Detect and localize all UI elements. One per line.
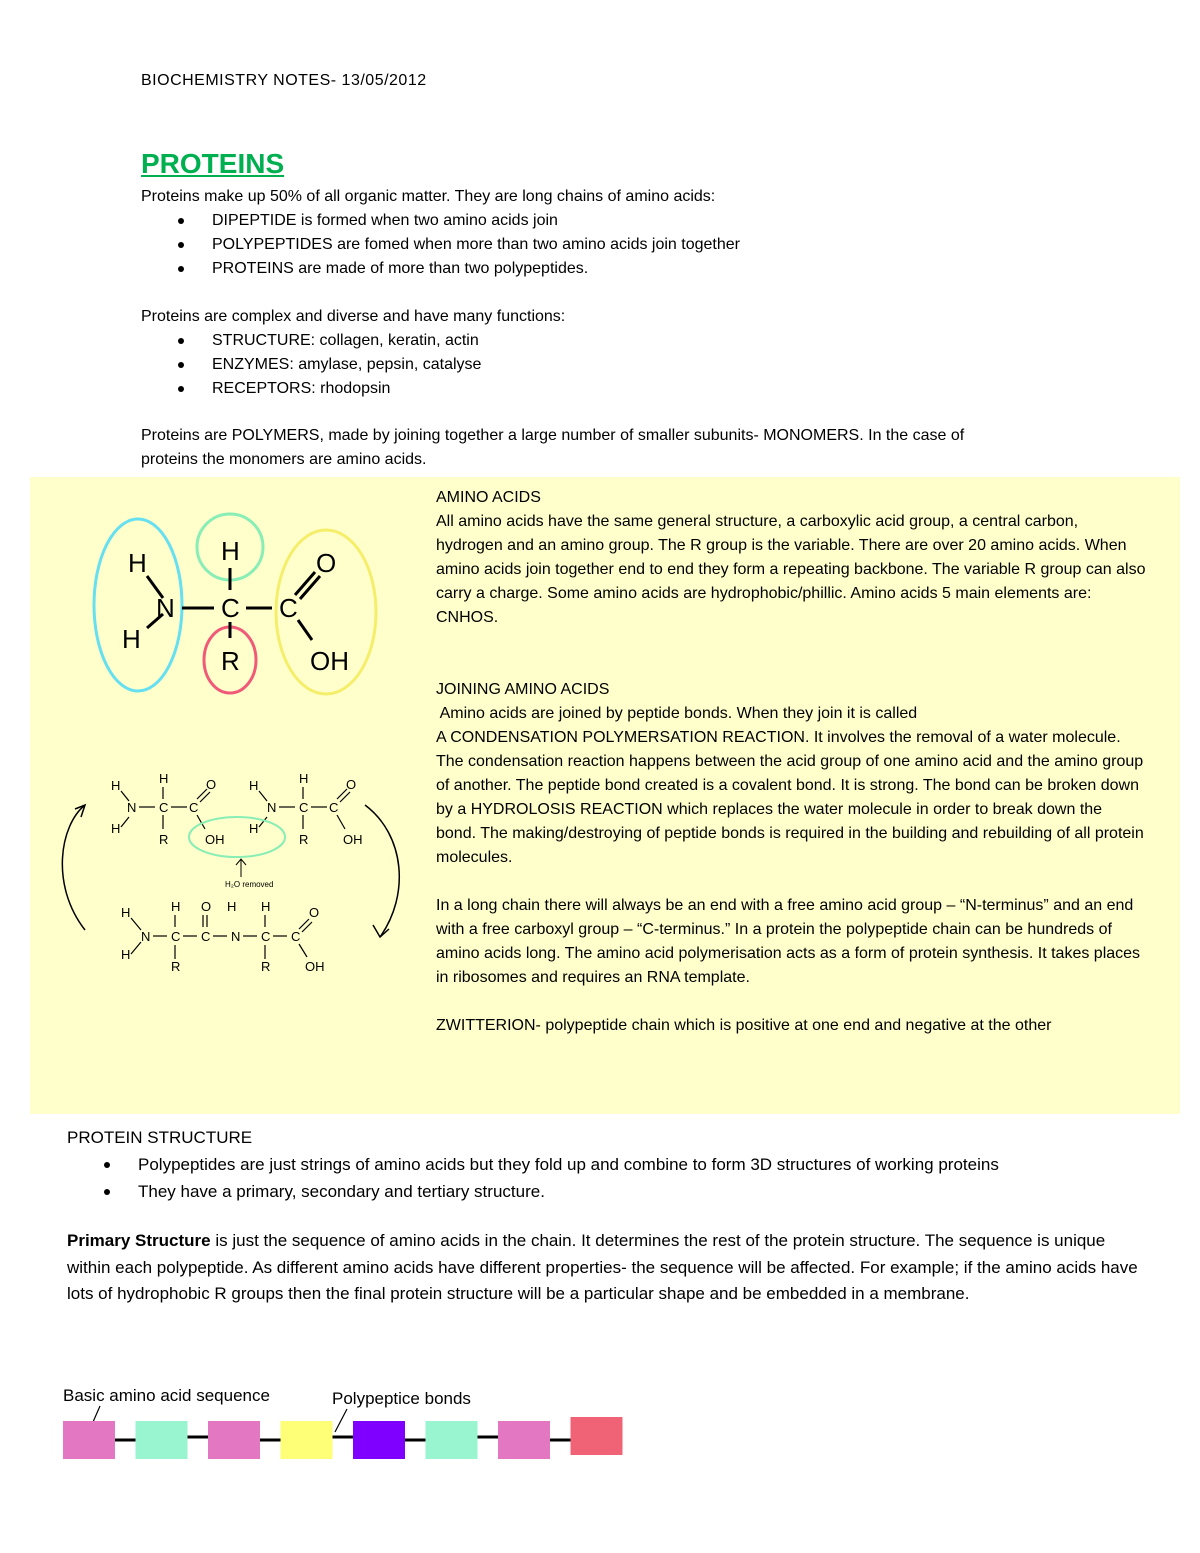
amino-acid-box xyxy=(281,1421,333,1459)
label-oh: OH xyxy=(305,959,325,974)
amino-acid-box xyxy=(353,1421,405,1459)
label-o: O xyxy=(316,548,337,578)
list-item: POLYPEPTIDES are fomed when more than two amino acids join together xyxy=(212,233,1101,257)
label-c: C xyxy=(279,593,298,623)
label-c: C xyxy=(201,929,211,944)
functions-section xyxy=(141,305,1101,401)
sequence-chain xyxy=(63,1417,623,1459)
label-oh: OH xyxy=(205,832,225,847)
label-h: H xyxy=(122,624,141,654)
primary-structure-label: Primary Structure xyxy=(67,1231,211,1250)
primary-structure-paragraph xyxy=(67,1228,1147,1308)
label-r: R xyxy=(221,646,240,676)
intro-list xyxy=(141,209,1101,281)
primary-structure-text: is just the sequence of amino acids in the chain. It determines the rest of the protein structure. The sequence is unique within each polypeptide. As different amino acids have different properties- the sequence will be affected. For example; if the amino acids have lots of hydrophobic R groups then the final protein structure will be a particular shape and be embedded in a membrane. xyxy=(67,1231,1138,1303)
list-item: DIPEPTIDE is formed when two amino acids join xyxy=(212,209,1101,233)
list-item: They have a primary, secondary and tertiary structure. xyxy=(138,1178,1177,1205)
condensation-reaction-diagram xyxy=(55,765,415,990)
label-h: H xyxy=(221,536,240,566)
label-h: H xyxy=(111,821,121,836)
label-r: R xyxy=(261,959,271,974)
amino-acid-box xyxy=(136,1421,188,1459)
amino-acid-box xyxy=(208,1421,260,1459)
label-n: N xyxy=(231,929,241,944)
water-removed-label: H₂O removed xyxy=(225,880,274,889)
label-c: C xyxy=(329,800,339,815)
label-h: H xyxy=(128,548,147,578)
label-r: R xyxy=(159,832,169,847)
list-item: Polypeptides are just strings of amino acids but they fold up and combine to form 3D structures of working proteins xyxy=(138,1151,1177,1178)
amino-acids-body: All amino acids have the same general structure, a carboxylic acid group, a central carbon, hydrogen and an amino group. The R group is the variable. There are over 20 amino acids. When amino acids join together end to end they form a repeating backbone. The variable R group can also carry a charge. Some amino acids are hydrophobic/phillic. Amino acids 5 main elements are: CNHOS. xyxy=(436,513,1146,626)
label-r: R xyxy=(171,959,181,974)
label-c: C xyxy=(299,800,309,815)
label-o: O xyxy=(309,905,320,920)
label-o: O xyxy=(201,899,212,914)
label-c: C xyxy=(189,800,199,815)
label-o: O xyxy=(206,777,217,792)
zwitterion-text: ZWITTERION- polypeptide chain which is positive at one end and negative at the other xyxy=(436,1017,1052,1034)
amino-acids-text-panel xyxy=(436,486,1146,1038)
water-molecule-circle xyxy=(189,817,285,857)
bonds-label: Polypeptice bonds xyxy=(332,1389,471,1408)
list-item: STRUCTURE: collagen, keratin, actin xyxy=(212,329,1101,353)
amino-acid-structure-diagram xyxy=(90,500,390,710)
label-o: O xyxy=(346,777,357,792)
terminus-text: In a long chain there will always be an end with a free amino acid group – “N-terminus” and an end with a free carboxyl group – “C-terminus.” In a protein the polypeptide chain can be hundreds of amino acids long. The amino acid polymerisation acts as a form of protein synthesis. It takes places in ribosomes and requires an RNA template. xyxy=(436,897,1141,986)
label-n: N xyxy=(141,929,151,944)
amino-acid-box xyxy=(426,1421,478,1459)
label-n: N xyxy=(267,800,277,815)
intro-text: Proteins make up 50% of all organic matter. They are long chains of amino acids: xyxy=(141,188,716,205)
amino-acid-box xyxy=(571,1417,623,1455)
label-n: N xyxy=(156,593,175,623)
label-c: C xyxy=(261,929,271,944)
protein-structure-list xyxy=(67,1151,1177,1205)
joining-body: A CONDENSATION POLYMERSATION REACTION. It involves the removal of a water molecule. The condensation reaction happens between the acid group of one amino acid and the amino group of another. The peptide bond created is a covalent bond. It is strong. The bond can be broken down by a HYDROLOSIS REACTION which replaces the water molecule in order to break down the bond. The making/destroying of peptide bonds is required in the building and rebuilding of all protein molecules. xyxy=(436,729,1144,866)
joining-line-1: Amino acids are joined by peptide bonds. When they join it is called xyxy=(436,705,918,722)
hydrolysis-arrow xyxy=(62,805,85,930)
polymers-line-2: proteins the monomers are amino acids. xyxy=(141,451,427,468)
amino-acid-sequence-diagram xyxy=(55,1378,635,1468)
list-item: ENZYMES: amylase, pepsin, catalyse xyxy=(212,353,1101,377)
label-h: H xyxy=(121,947,131,962)
page-title: PROTEINS xyxy=(141,148,285,179)
label-h: H xyxy=(111,778,121,793)
label-h: H xyxy=(261,899,271,914)
functions-text: Proteins are complex and diverse and have many functions: xyxy=(141,308,566,325)
label-oh: OH xyxy=(310,646,349,676)
label-h: H xyxy=(121,905,131,920)
condensation-arrow xyxy=(365,805,399,937)
label-c: C xyxy=(291,929,301,944)
amino-acid-box xyxy=(63,1421,115,1459)
label-n: N xyxy=(127,800,137,815)
label-h: H xyxy=(249,778,259,793)
functions-list xyxy=(141,329,1101,401)
joining-heading: JOINING AMINO ACIDS xyxy=(436,681,610,698)
label-h: H xyxy=(171,899,181,914)
label-h: H xyxy=(249,821,259,836)
polymers-section xyxy=(141,424,1101,472)
label-c: C xyxy=(159,800,169,815)
amino-acid-box xyxy=(498,1421,550,1459)
list-item: PROTEINS are made of more than two polypeptides. xyxy=(212,257,1101,281)
amino-acids-heading: AMINO ACIDS xyxy=(436,489,541,506)
intro-section xyxy=(141,185,1101,281)
label-c: C xyxy=(221,593,240,623)
label-h: H xyxy=(227,899,237,914)
label-h: H xyxy=(159,771,169,786)
document-header: BIOCHEMISTRY NOTES- 13/05/2012 xyxy=(141,72,427,89)
label-h: H xyxy=(299,771,309,786)
protein-structure-section xyxy=(67,1124,1177,1205)
label-r: R xyxy=(299,832,309,847)
label-oh: OH xyxy=(343,832,363,847)
sequence-label: Basic amino acid sequence xyxy=(63,1386,270,1405)
label-c: C xyxy=(171,929,181,944)
list-item: RECEPTORS: rhodopsin xyxy=(212,377,1101,401)
polymers-line-1: Proteins are POLYMERS, made by joining together a large number of smaller subunits- MONOMERS. In the case of xyxy=(141,427,965,444)
protein-structure-heading: PROTEIN STRUCTURE xyxy=(67,1128,253,1147)
